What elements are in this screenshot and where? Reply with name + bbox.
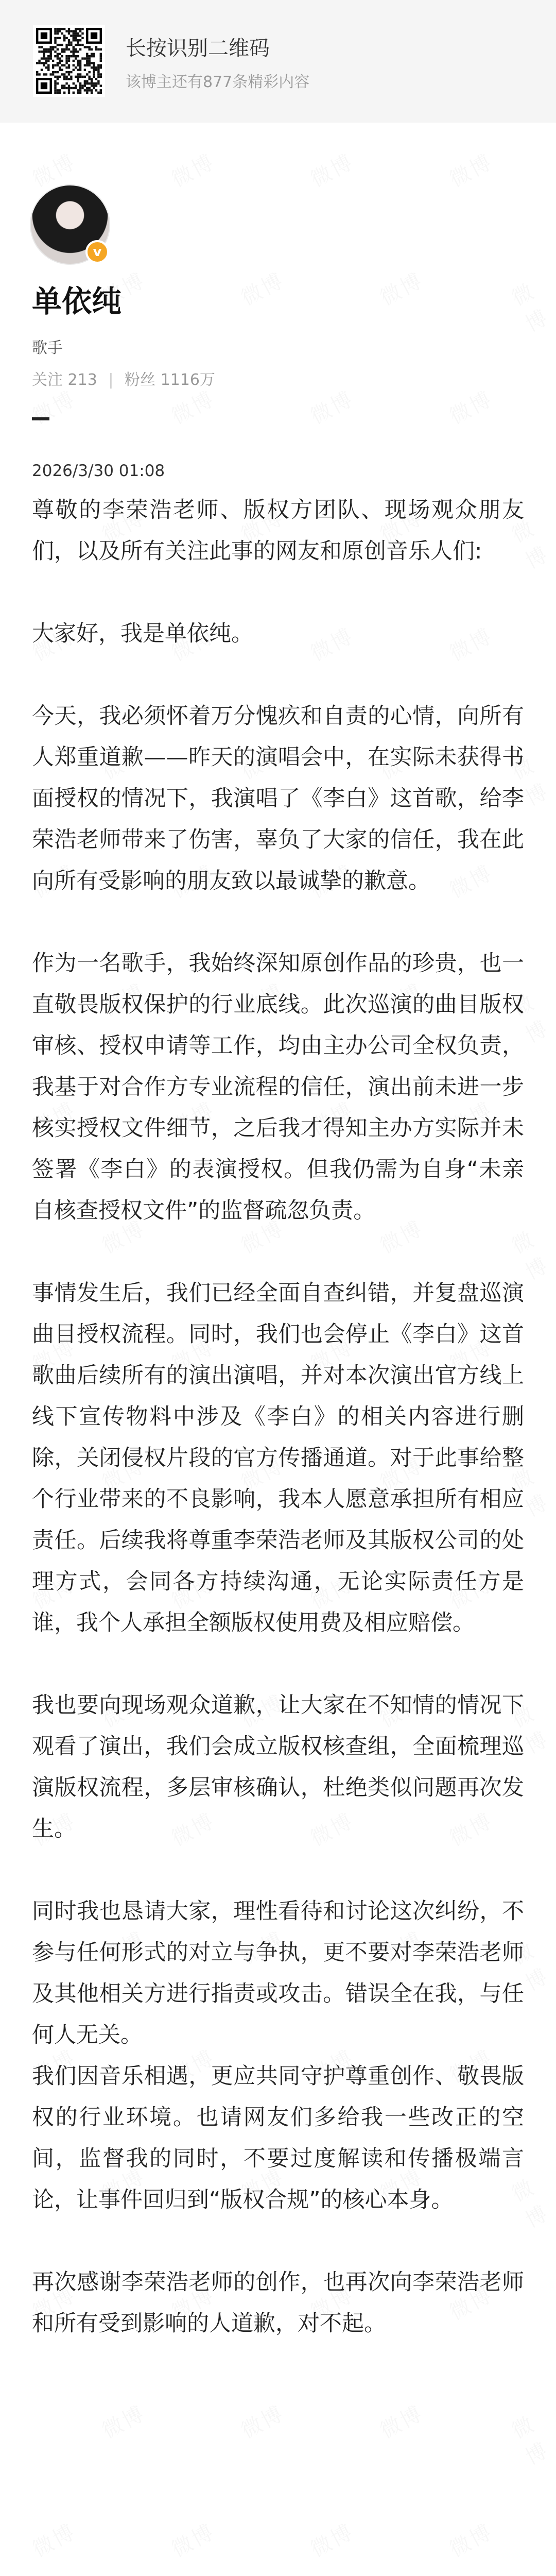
- post-paragraph: 事情发生后，我们已经全面自查纠错，并复盘巡演曲目授权流程。同时，我们也会停止《李白》这首歌曲后续所有的演出演唱，并对本次演出官方线上线下宣传物料中涉及《李白》的相关内容进行删除，关闭侵权片段的官方传播通道。对于此事给整个行业带来的不良影响，我本人愿意承担所有相应责任。后续我将尊重李荣浩老师及其版权公司的处理方式，会同各方持续沟通，无论实际责任方是谁，我个人承担全额版权使用费及相应赔偿。: [32, 1280, 524, 1636]
- watermark-text: [506, 2400, 556, 2470]
- post-paragraph: 我也要向现场观众道歉，让大家在不知情的情况下观看了演出，我们会成立版权核查组，全面梳理巡演版权流程，多层审核确认，杜绝类似问题再次发生。: [32, 1692, 524, 1842]
- author-name[interactable]: 单依纯: [32, 284, 122, 319]
- post-paragraph: 同时我也恳请大家，理性看待和讨论这次纠纷，不参与任何形式的对立与争执，更不要对李荣浩老师及其他相关方进行指责或攻击。错误全在我，与任何人无关。: [32, 1899, 524, 2048]
- watermark-text: [166, 146, 219, 193]
- watermark-text: [305, 383, 358, 430]
- post-date: 2026/3/30 01:08: [32, 462, 165, 480]
- post-paragraph: 尊敬的李荣浩老师、版权方团队、现场观众朋友们，以及所有关注此事的网友和原创音乐人们:: [32, 497, 524, 564]
- followers-count: 1116万: [160, 371, 215, 389]
- following-count: 213: [67, 371, 97, 389]
- watermark-text: [374, 264, 428, 312]
- banner-title: 长按识别二维码: [126, 37, 270, 60]
- following-label: 关注: [32, 371, 63, 389]
- qr-code-icon: [36, 28, 102, 94]
- watermark-text: [235, 2397, 289, 2445]
- watermark-text: [305, 146, 358, 193]
- watermark-text: [374, 2397, 428, 2445]
- followers-label: 粉丝: [125, 371, 156, 389]
- watermark-text: [96, 2397, 150, 2445]
- watermark-text: [235, 264, 289, 312]
- author-role: 歌手: [32, 339, 63, 357]
- watermark-text: [444, 383, 497, 430]
- section-divider: [32, 417, 49, 420]
- verified-badge-icon: v: [85, 240, 109, 264]
- watermark-text: [27, 383, 80, 430]
- watermark-text: [305, 2516, 358, 2563]
- stats-divider: |: [108, 371, 114, 389]
- banner-subtitle: 该博主还有877条精彩内容: [126, 73, 310, 91]
- post-paragraph: 大家好，我是单依纯。: [32, 621, 253, 647]
- watermark-text: [444, 2516, 497, 2563]
- post-paragraph: 我们因音乐相遇，更应共同守护尊重创作、敬畏版权的行业环境。也请网友们多给我一些改正的空间，监督我的同时，不要过度解读和传播极端言论，让事件回归到“版权合规”的核心本身。: [32, 2063, 524, 2213]
- watermark-text: [444, 146, 497, 193]
- post-paragraph: 作为一名歌手，我始终深知原创作品的珍贵，也一直敬畏版权保护的行业底线。此次巡演的曲目版权审核、授权申请等工作，均由主办公司全权负责，我基于对合作方专业流程的信任，演出前未进一步核实授权文件细节，之后我才得知主办方实际并未签署《李白》的表演授权。但我仍需为自身“未亲自核查授权文件”的监督疏忽负责。: [32, 951, 524, 1224]
- watermark-text: [27, 2516, 80, 2563]
- qr-code-top[interactable]: [33, 25, 105, 97]
- post-paragraph: 再次感谢李荣浩老师的创作，也再次向李荣浩老师和所有受到影响的人道歉，对不起。: [32, 2269, 524, 2336]
- watermark-text: [166, 2516, 219, 2563]
- watermark-text: [506, 267, 556, 337]
- post-content: [32, 489, 524, 2385]
- top-qr-banner: [0, 0, 556, 123]
- author-stats: [32, 367, 215, 389]
- post-paragraph: 今天，我必须怀着万分愧疚和自责的心情，向所有人郑重道歉——昨天的演唱会中，在实际未获得书面授权的情况下，我演唱了《李白》这首歌，给李荣浩老师带来了伤害，辜负了大家的信任，我在此向所有受影响的朋友致以最诚挚的歉意。: [32, 703, 524, 894]
- watermark-text: [166, 383, 219, 430]
